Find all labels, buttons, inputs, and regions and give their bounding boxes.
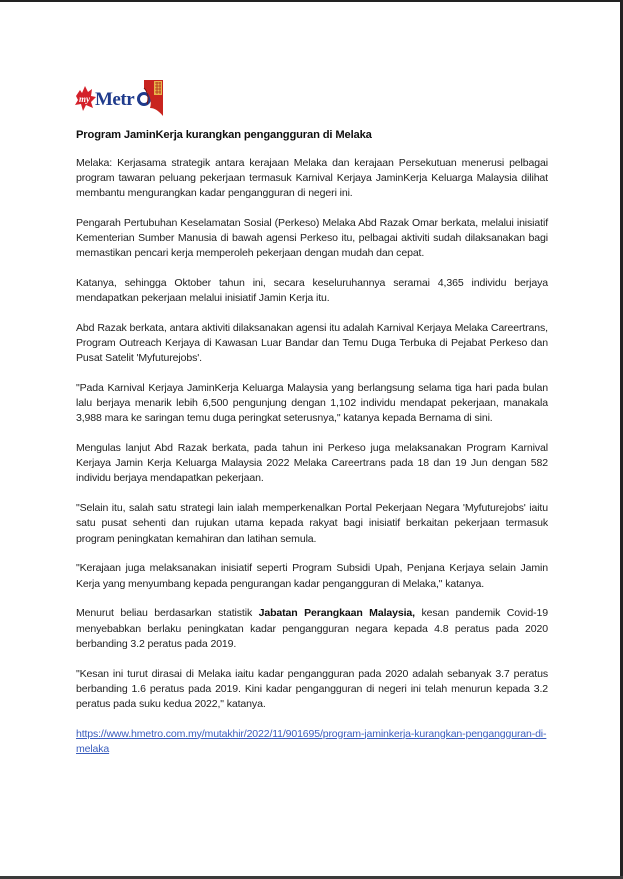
stat-source-bold: Jabatan Perangkaan Malaysia, bbox=[258, 607, 415, 620]
article-body bbox=[76, 156, 548, 757]
article-paragraph: Pengarah Pertubuhan Keselamatan Sosial (Perkeso) Melaka Abd Razak Omar berkata, melalui inisiatif Kementerian Sumber Manusia di bawah agensi Perkeso itu, pelbagai aktiviti sudah dilaksanakan bagi memastikan pencari kerja memperoleh pekerjaan dengan mudah dan cepat. bbox=[76, 217, 548, 260]
article-paragraph: Mengulas lanjut Abd Razak berkata, pada tahun ini Perkeso juga melaksanakan Program Karnival Kerjaya Jamin Kerja Keluarga Malaysia 2022 Melaka Careertrans pada 18 dan 19 Jun dengan 582 individu berjaya mendapatkan pekerjaan. bbox=[76, 442, 548, 485]
stat-text-before: Menurut beliau berdasarkan statistik bbox=[76, 607, 259, 620]
article-paragraph: Katanya, sehingga Oktober tahun ini, secara keseluruhannya seramai 4,365 individu berjaya mendapatkan pekerjaan melalui inisiatif Jamin Kerja itu. bbox=[76, 277, 548, 305]
article-paragraph: "Kerajaan juga melaksanakan inisiatif seperti Program Subsidi Upah, Penjana Kerjaya selain Jamin Kerja yang menyumbang kepada pengurangan kadar pengangguran di Melaka," katanya. bbox=[76, 562, 548, 590]
stat-text-after: kesan pandemik Covid-19 menyebabkan berlaku peningkatan kadar pengangguran negara kepada 4.8 peratus pada 2020 berbanding 3.2 peratus pada 2019. bbox=[76, 607, 548, 650]
article-paragraph: Melaka: Kerjasama strategik antara kerajaan Melaka dan kerajaan Persekutuan menerusi pelbagai program tawaran peluang pekerjaan termasuk Karnival Kerjaya JaminKerja Keluarga Malaysia dilihat membantu mengurangkan kadar pengangguran di negeri ini. bbox=[76, 157, 548, 200]
svg-text:my: my bbox=[79, 94, 90, 104]
closing-paragraph: "Kesan ini turut dirasai di Melaka iaitu kadar pengangguran pada 2020 adalah sebanyak 3.7 peratus berbanding 1.6 peratus pada 2019. Kini kadar pengangguran di negeri ini telah menurun kepada 3.2 peratus pada suku kedua 2022," katanya. bbox=[76, 667, 548, 710]
article-paragraph: Abd Razak berkata, antara aktiviti dilaksanakan agensi itu adalah Karnival Kerjaya Melaka Careertrans, Program Outreach Kerjaya di Kawasan Luar Bandar dan Temu Duga Terbuka di Pejabat Perkeso dan Pusat Satelit 'Myfuturejobs'. bbox=[76, 322, 548, 365]
article-headline: Program JaminKerja kurangkan pengangguran di Melaka bbox=[76, 129, 372, 141]
article-paragraph: "Selain itu, salah satu strategi lain ialah memperkenalkan Portal Pekerjaan Negara 'Myfuturejobs' iaitu satu pusat sehenti dan rujukan utama kepada rakyat bagi inisiatif berkaitan pekerjaan termasuk program peningkatan kemahiran dan latihan semula. bbox=[76, 502, 548, 545]
svg-text:Metr: Metr bbox=[95, 89, 135, 110]
document-page bbox=[0, 2, 620, 876]
statistics-paragraph bbox=[76, 606, 548, 651]
metro-newspaper-logo-icon bbox=[74, 78, 164, 116]
metro-logo bbox=[74, 78, 164, 116]
article-paragraph: "Pada Karnival Kerjaya JaminKerja Keluarga Malaysia yang berlangsung selama tiga hari pada bulan lalu berjaya menarik lebih 6,500 pengunjung dengan 1,102 individu mendapat pekerjaan, manakala 3,988 mara ke saringan temu duga peringkat seterusnya," katanya kepada Bernama di sini. bbox=[76, 382, 548, 425]
source-link[interactable]: https://www.hmetro.com.my/mutakhir/2022/11/901695/program-jaminkerja-kurangkan-pengangguran-di-melaka bbox=[76, 727, 547, 755]
